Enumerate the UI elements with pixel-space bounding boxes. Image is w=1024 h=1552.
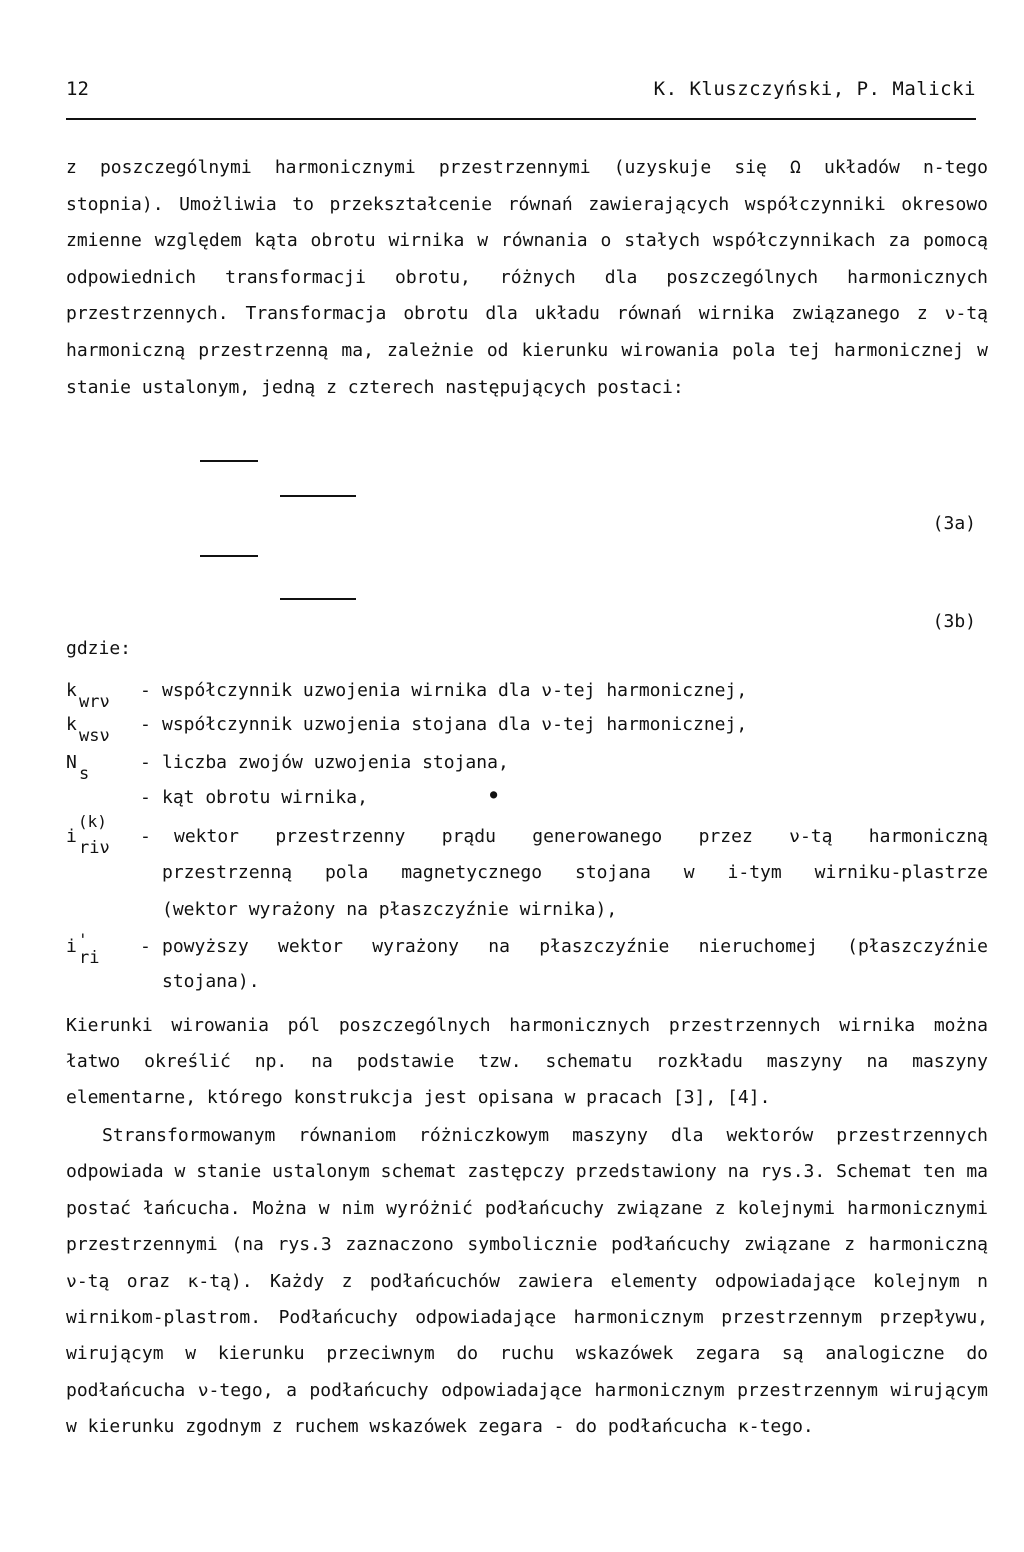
definition-kws: k wsν - współczynnik uzwojenia stojana dla ν-tej harmonicznej, bbox=[66, 714, 988, 750]
header-rule bbox=[66, 118, 976, 120]
equation-3a-lower-bar bbox=[280, 495, 356, 497]
equation-3b-lower-bar bbox=[280, 598, 356, 600]
symbol: i ri ' bbox=[66, 930, 100, 968]
paragraph-intro: z poszczególnymi harmonicznymi przestrzennymi (uzyskuje się Ω układów n-tego stopnia). Umożliwia to przekształcenie równań zawierających współczynniki okresowo zmienne względem kąta obrotu wirnika w równania o stałych współczynnikach za pomocą odpowiednich transformacji obrotu, różnych dla poszczególnych harmonicznych przestrzennych. Transformacja obrotu dla układu równań wirnika związanego z ν-tą harmoniczną przestrzenną ma, zależnie od kierunku wirowania pola tej harmonicznej w stanie ustalonym, jedną z czterech następujących postaci: bbox=[66, 157, 988, 398]
symbol: N s bbox=[66, 752, 90, 784]
definition-kwr: k wrν - współczynnik uzwojenia wirnika dla ν-tej harmonicznej, bbox=[66, 680, 988, 716]
definition-continuation: przestrzenną pola magnetycznego stojana w i-tym wirniku-plastrze bbox=[162, 862, 988, 883]
definition-text: powyższy wektor wyrażony na płaszczyźnie nieruchomej (płaszczyźnie bbox=[162, 936, 988, 957]
definition-continuation: (wektor wyrażony na płaszczyźnie wirnika), bbox=[162, 899, 618, 920]
equation-3b-label: (3b) bbox=[932, 611, 976, 632]
definition-ns: N s - liczba zwojów uzwojenia stojana, bbox=[66, 752, 988, 788]
definition-continuation: stojana). bbox=[162, 971, 260, 992]
where-label: gdzie: bbox=[66, 638, 132, 659]
stray-mark: ● bbox=[490, 787, 498, 801]
definition-iriv: i riν (k) - wektor przestrzenny prądu generowanego przez ν-tą harmoniczną bbox=[66, 826, 988, 862]
definition-rotation-angle: - kąt obrotu wirnika, ● bbox=[66, 787, 988, 823]
definition-iri: i ri ' - powyższy wektor wyrażony na płaszczyźnie nieruchomej (płaszczyźnie bbox=[66, 936, 988, 972]
symbol: k wsν bbox=[66, 714, 110, 746]
equation-3b-upper-bar bbox=[200, 555, 258, 557]
paragraph-rotation-directions: Kierunki wirowania pól poszczególnych harmonicznych przestrzennych wirnika można łatwo określić np. na podstawie tzw. schematu rozkładu maszyny na maszyny elementarne, którego konstrukcja jest opisana w pracach [3], [4]. bbox=[66, 1015, 988, 1109]
definition-text: współczynnik uzwojenia stojana dla ν-tej harmonicznej, bbox=[162, 714, 748, 735]
paragraph-equivalent-circuit: Stransformowanym równaniom różniczkowym maszyny dla wektorów przestrzennych odpowiada w stanie ustalonym schemat zastępczy przedstawiony na rys.3. Schemat ten ma postać łańcucha. Można w nim wyróżnić podłańcuchy związane z kolejnymi harmonicznymi przestrzennymi (na rys.3 zaznaczono symbolicznie podłańcuchy związane z harmoniczną ν-tą oraz κ-tą). Każdy z podłańcuchów zawiera elementy odpowiadające kolejnym n wirnikom-plastrom. Podłańcuchy odpowiadające harmonicznym przestrzennym przepływu, wirującym w kierunku przeciwnym do ruchu wskazówek zegara są analogiczne do podłańcucha ν-tego, a podłańcuchy odpowiadające harmonicznym przestrzennym wirującym w kierunku zgodnym z ruchem wskazówek zegara - do podłańcucha κ-tego. bbox=[66, 1125, 988, 1438]
page-header bbox=[66, 78, 976, 108]
definition-text: współczynnik uzwojenia wirnika dla ν-tej harmonicznej, bbox=[162, 680, 748, 701]
running-head: K. Kluszczyński, P. Malicki bbox=[653, 78, 976, 100]
equation-3a-label: (3a) bbox=[932, 513, 976, 534]
definition-text: kąt obrotu wirnika, bbox=[162, 787, 368, 808]
equation-3a-upper-bar bbox=[200, 460, 258, 462]
symbol: i riν (k) bbox=[66, 812, 110, 858]
definition-text: wektor przestrzenny prądu generowanego przez ν-tą harmoniczną bbox=[174, 826, 988, 847]
symbol: k wrν bbox=[66, 680, 110, 712]
page-number: 12 bbox=[66, 78, 89, 100]
definition-text: liczba zwojów uzwojenia stojana, bbox=[162, 752, 509, 773]
